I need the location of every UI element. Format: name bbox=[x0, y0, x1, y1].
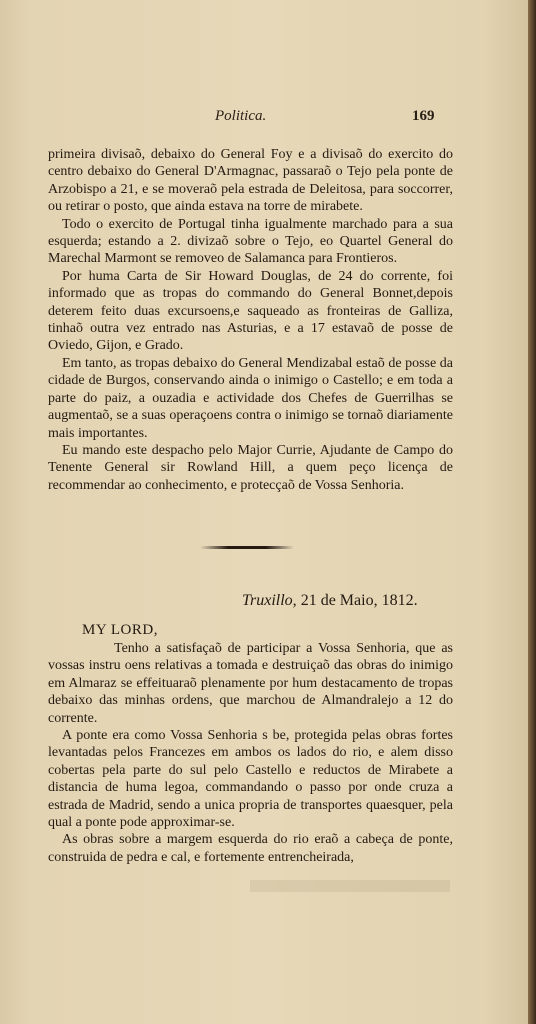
show-through-bleed bbox=[250, 880, 450, 892]
paragraph: Eu mando este despacho pelo Major Currie, Ajudante de Campo do Tenente General sir Rowland Hill, a quem peço licença de recommendar ao conhecimento, e protecçaõ de Vossa Senhoria. bbox=[48, 442, 453, 493]
text-block-top bbox=[48, 146, 453, 494]
book-edge bbox=[528, 0, 536, 1024]
paragraph: primeira divisaõ, debaixo do General Foy e a divisaõ do exercito do centro debaixo do General D'Armagnac, passaraõ o Tejo pela ponte de Arzobispo a 21, e se moveraõ pela estrada de Deleitosa, para soccorrer, ou retirar o posto, que ainda estava na torre de mirabete. bbox=[48, 147, 453, 215]
text-block-bottom bbox=[48, 640, 453, 866]
paragraph: As obras sobre a margem esquerda do rio eraõ a cabeça de ponte, construida de pedra e cal, e fortemente entrencheirada, bbox=[48, 832, 453, 865]
paragraph: Em tanto, as tropas debaixo do General Mendizabal estaõ de posse da cidade de Burgos, conservando ainda o inimigo o Castello; e em toda a parte do paiz, a ouzadia e actividade dos Chefes de Guerrilhas se augmentaõ, se a suas operaçoens contra o inimigo se tornaõ diariamente mais importantes. bbox=[48, 355, 453, 441]
paragraph: A ponte era como Vossa Senhoria s be, protegida pelas obras fortes levantadas pelos Francezes em ambos os lados do rio, e alem disso cobertas pela parte do sul pelo Castello e reductos de Mirabete a distancia de huma legoa, commandando o passo por onde cruza a estrada de Madrid, sendo a unica propria de transportes quaesquer, pela qual a ponte pode approximar-se. bbox=[48, 728, 453, 831]
section-divider bbox=[200, 546, 294, 549]
paragraph: Todo o exercito de Portugal tinha igualmente marchado para a sua esquerda; estando a 2. divizaõ sobre o Tejo, eo Quartel General do Marechal Marmont se removeo de Salamanca para Frontieros. bbox=[48, 216, 453, 267]
paragraph: Por huma Carta de Sir Howard Douglas, de 24 do corrente, foi informado que as tropas do commando do General Bonnet,depois deterem feito duas excursoens,e saqueado as fronteiras de Galliza, tinhaõ outra vez entrado nas Asturias, e a 17 estavaõ de posse de Oviedo, Gijon, e Grado. bbox=[48, 268, 453, 354]
running-title: Politica. bbox=[215, 108, 267, 124]
page-number: 169 bbox=[412, 108, 435, 124]
letter-dateline bbox=[242, 592, 418, 610]
letter-salutation: MY LORD, bbox=[82, 622, 158, 638]
paragraph: Tenho a satisfaçaõ de participar a Vossa Senhoria, que as vossas instru oens relativas a tomada e destruiçaõ das obras do inimigo em Almaraz se effeituaraõ plenamente por hum destacamento de tropas debaixo das minhas ordens, que marchou de Almandralejo a 12 do corrente. bbox=[48, 641, 453, 726]
running-header bbox=[0, 108, 528, 132]
dateline-place: Truxillo, bbox=[242, 592, 297, 609]
dateline-date: 21 de Maio, 1812. bbox=[296, 592, 418, 609]
